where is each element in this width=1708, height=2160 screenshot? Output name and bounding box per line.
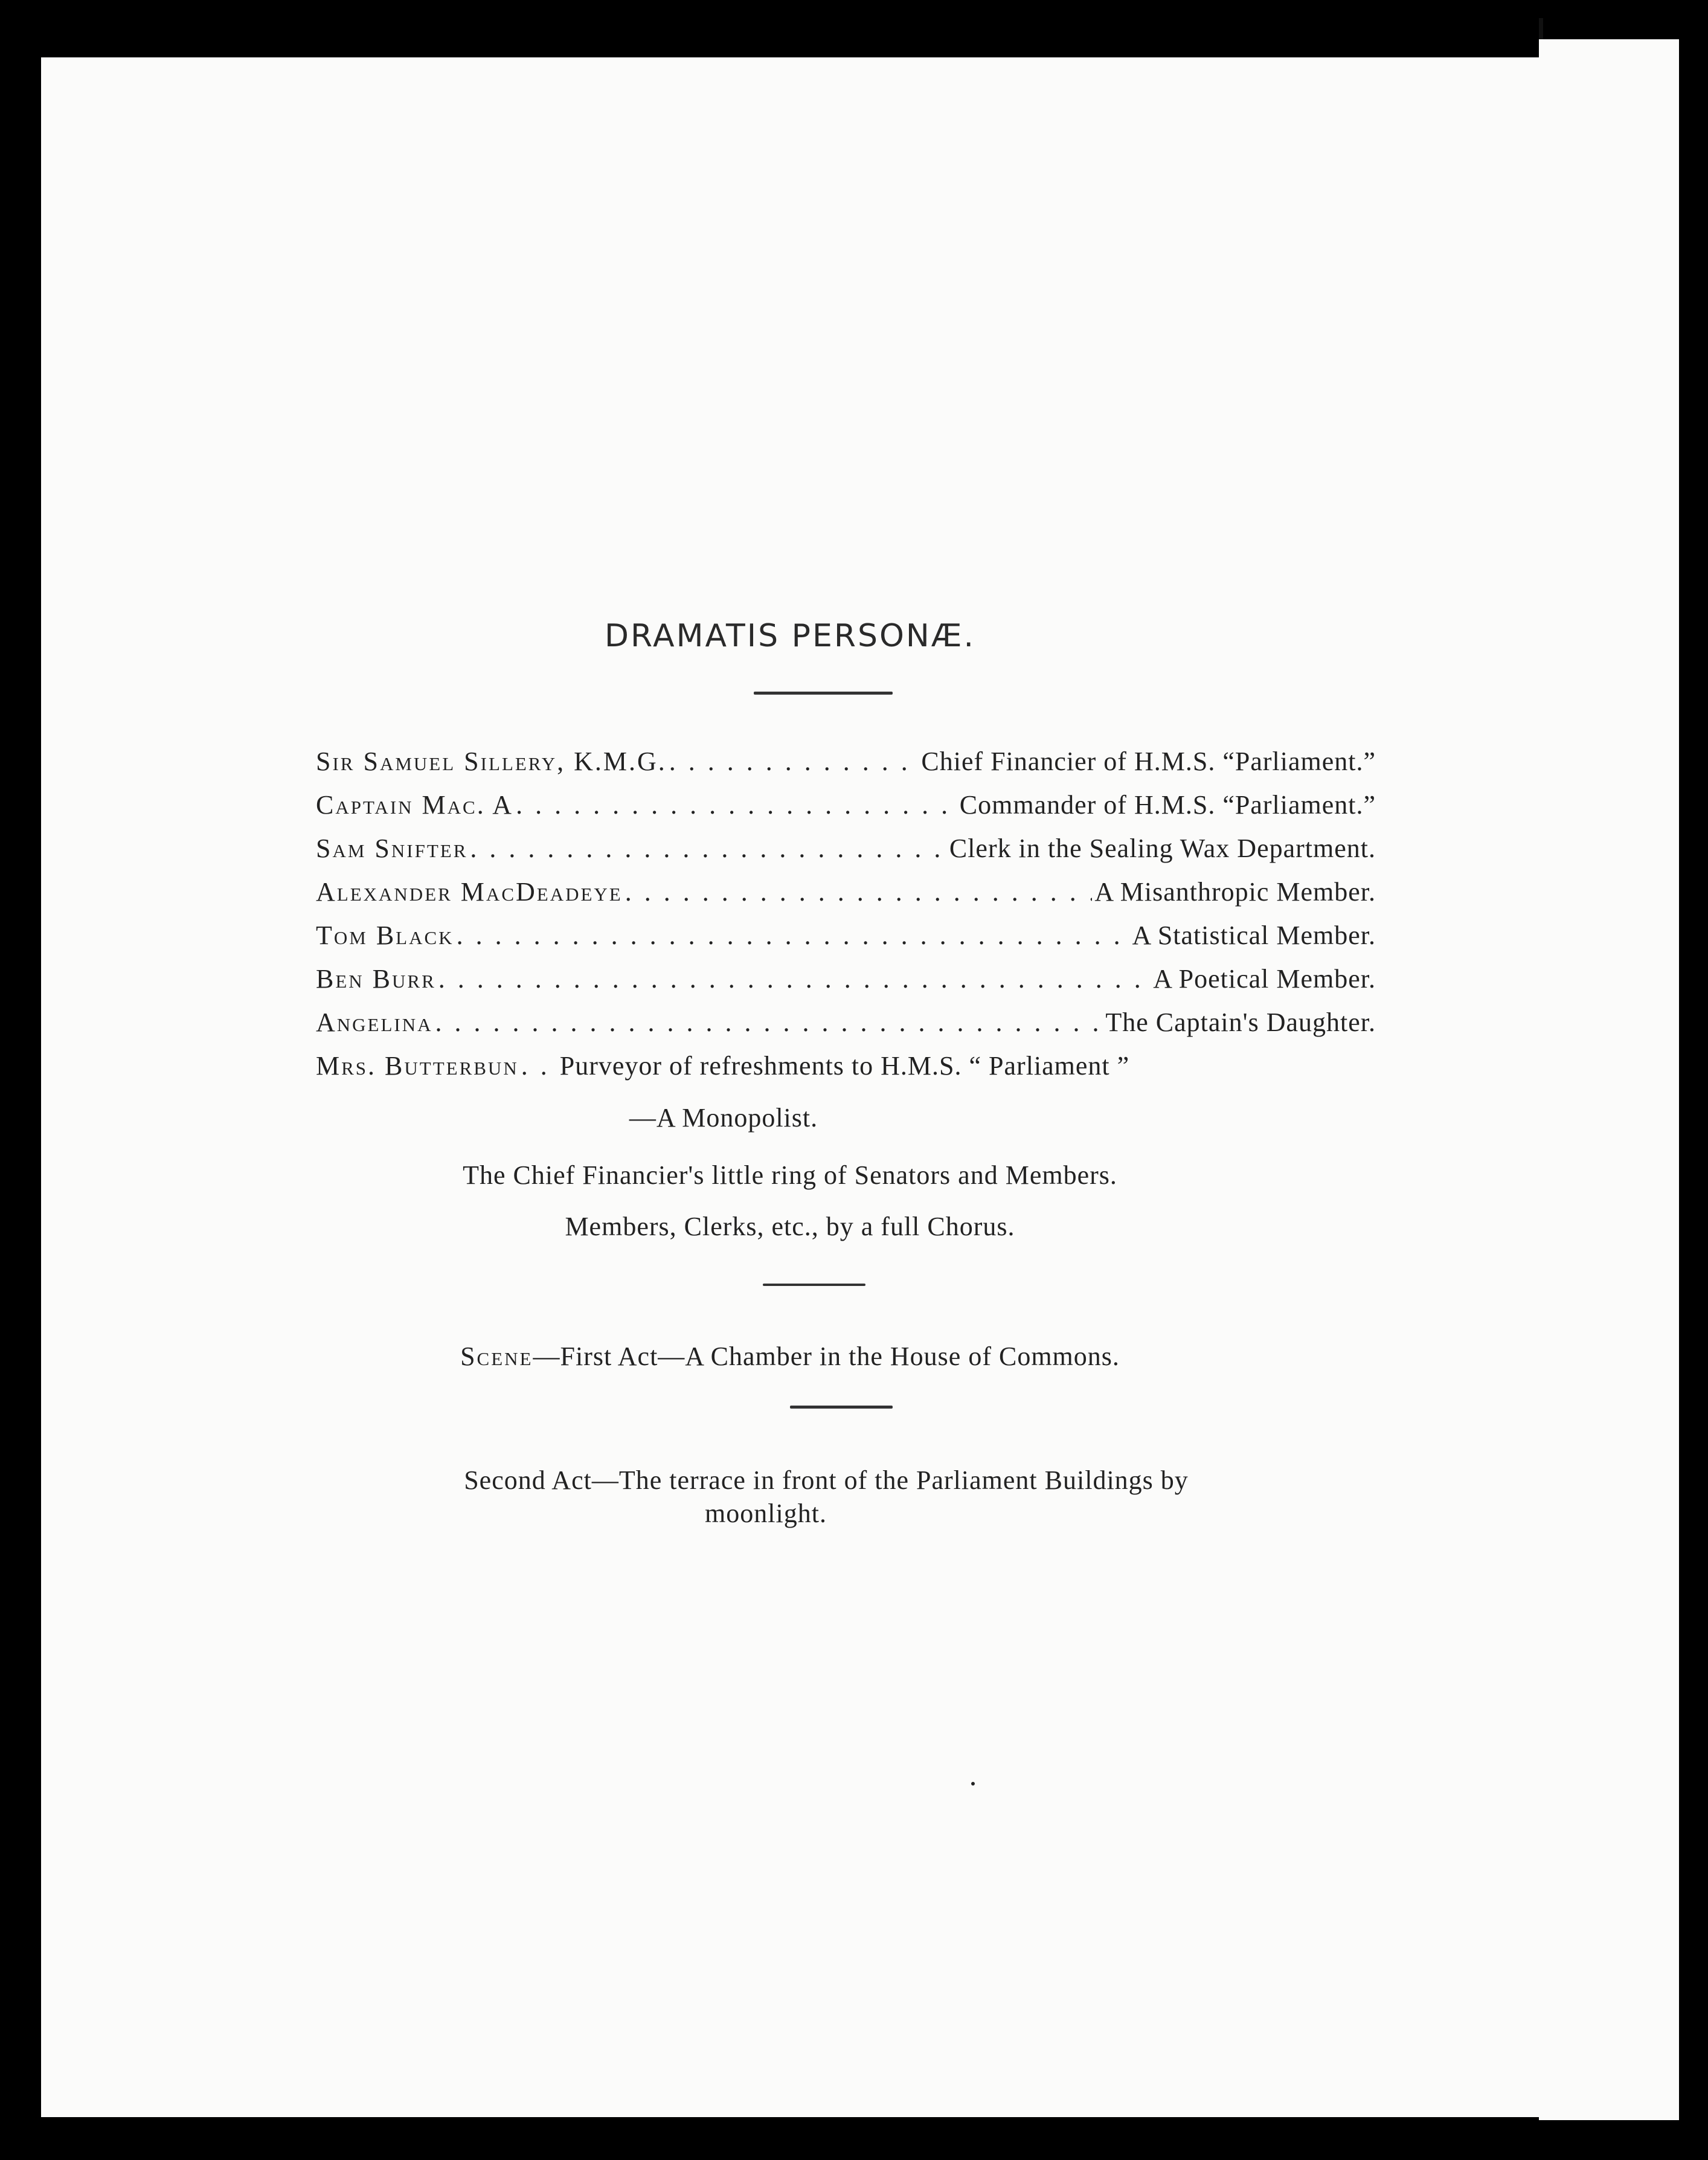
cast-row [316,963,1376,1007]
second-act-line: Second Act—The terrace in front of the Parliament Buildings by [464,1465,1189,1495]
cast-role: Sir Samuel Sillery, K.M.G. [316,747,667,776]
document-page [41,57,1539,2117]
cast-row [316,1007,1376,1050]
leader-dots [625,876,1093,907]
cast-role: Angelina [316,1008,433,1037]
chorus-line: The Chief Financier's little ring of Senators and Members. [463,1160,1117,1190]
leader-dots [457,920,1130,951]
chorus-line: Members, Clerks, etc., by a full Chorus. [565,1212,1015,1241]
leader-dots [470,833,946,864]
cast-row [316,833,1376,876]
cast-role: Captain Mac. A [316,790,514,820]
cast-description: A Poetical Member. [1153,964,1376,994]
cast-role: Ben Burr [316,964,436,994]
cast-role: Alexander MacDeadeye [316,877,623,907]
cast-row [316,789,1376,833]
adjacent-page-edge [1539,39,1679,2120]
cast-description: Purveyor of refreshments to H.M.S. “ Parliament ” [559,1051,1130,1081]
cast-description: A Statistical Member. [1132,921,1376,950]
cast-description: The Captain's Daughter. [1105,1008,1376,1037]
cast-role: Mrs. Butterbun [316,1051,519,1081]
leader-dots [435,1007,1103,1038]
leader-dots [669,746,919,777]
section-rule [790,1406,893,1409]
scene-line [41,1341,1539,1372]
leader-dots [438,963,1151,994]
second-act-line: moonlight. [705,1499,827,1528]
leader-dots [521,1050,557,1081]
page-title: DRAMATIS PERSONÆ. [604,618,976,654]
cast-row [316,876,1376,920]
cast-description: Chief Financier of H.M.S. “Parliament.” [921,747,1376,776]
paper-speck [971,1782,975,1786]
scene-text: —First Act—A Chamber in the House of Commons. [533,1342,1120,1371]
cast-description: Clerk in the Sealing Wax Department. [949,834,1376,863]
section-rule [763,1284,865,1286]
cast-description: A Misanthropic Member. [1094,877,1376,907]
cast-row [316,1050,1376,1094]
cast-role: Tom Black [316,921,454,950]
leader-dots [516,789,957,820]
cast-description: Commander of H.M.S. “Parliament.” [959,790,1376,820]
butterbun-continuation: —A Monopolist. [629,1103,818,1133]
cast-role: Sam Snifter [316,834,468,863]
title-rule [754,692,893,695]
cast-row [316,920,1376,963]
scene-label: Scene [460,1342,533,1371]
cast-row [316,746,1376,789]
